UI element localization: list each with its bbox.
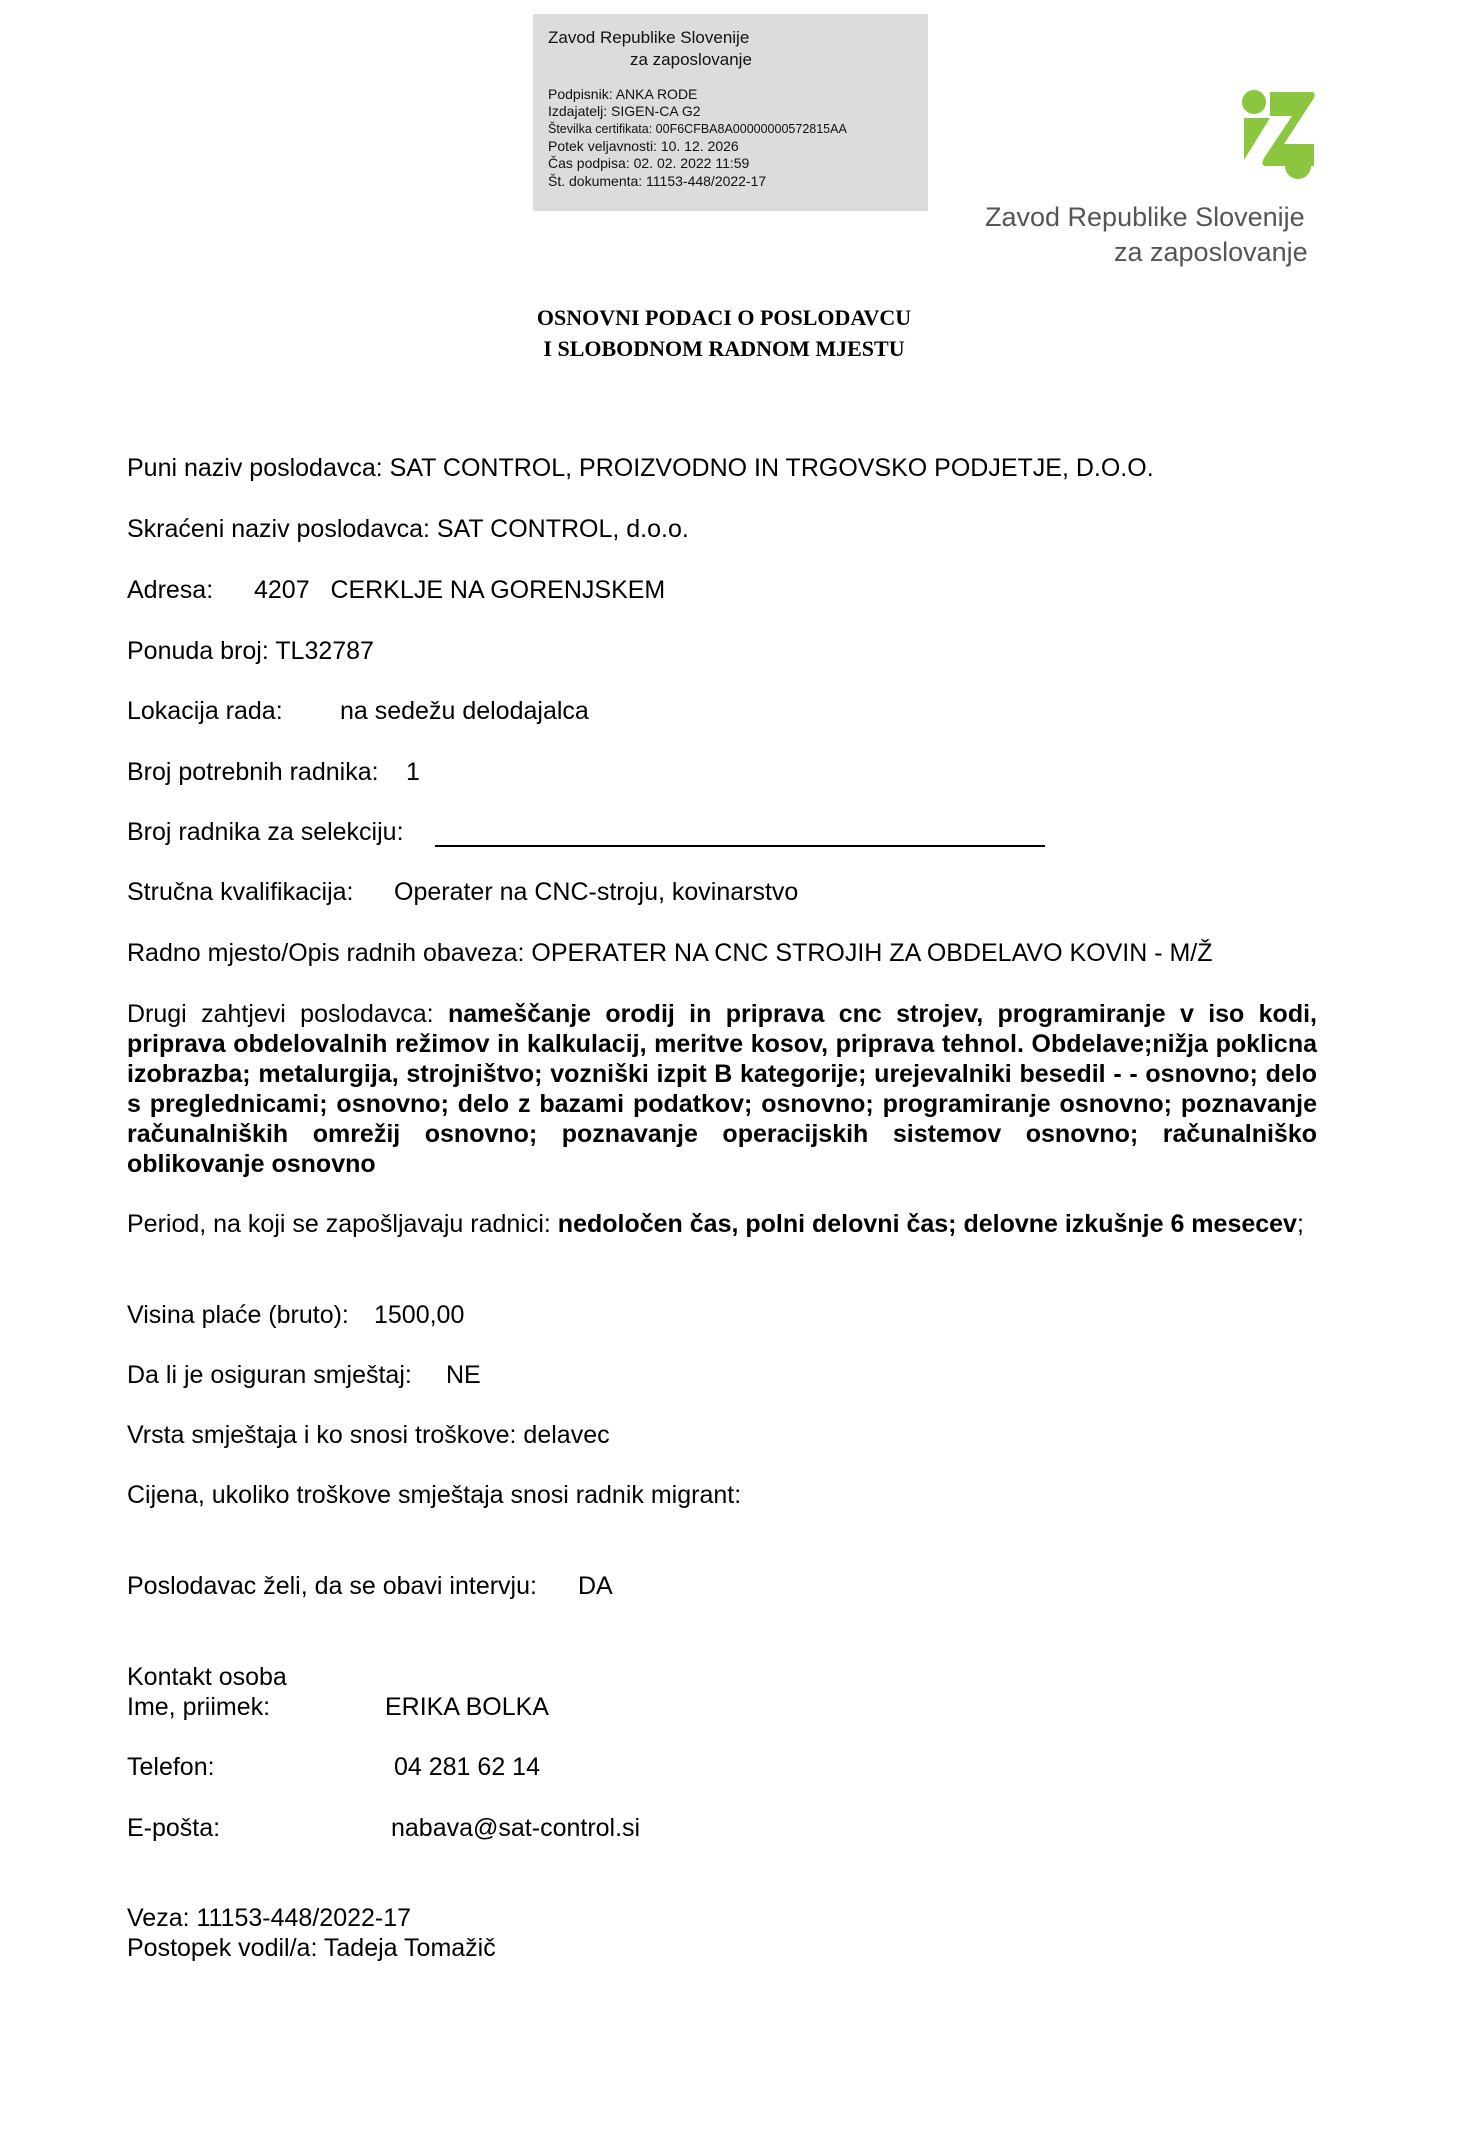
salary-value: 1500,00 [374,1301,465,1329]
signature-org-line2: za zaposlovanje [630,50,752,69]
handled-by: Postopek vodil/a: Tadeja Tomažič [127,1934,496,1962]
interview-value: DA [578,1572,613,1600]
work-location-value: na sedežu delodajalca [340,697,589,725]
workers-needed-value: 1 [406,758,420,786]
accommodation-price: Cijena, ukoliko troškove smještaja snosi radnik migrant: [127,1481,742,1509]
accommodation-type: Vrsta smještaja i ko snosi troškove: delavec [127,1421,610,1449]
employment-period-value: nedoločen čas, polni delovni čas; delovne izkušnje 6 mesecev [557,1210,1297,1238]
other-requirements-value: nameščanje orodij in priprava cnc strojev, programiranje v iso kodi, priprava obdelovalnih režimov in kalkulacij, meritve kosov, priprava tehnol. Obdelave;nižja poklicna izobrazba; metalurgija, strojništvo; vozniški izpit B kategorije; urejevalniki besedil - - osnovno; delo s preglednicami; osnovno; delo z bazami podatkov; osnovno; programiranje osnovno; poznavanje računalniških omrežij osnovno; poznavanje operacijskih sistemov osnovno; računalniško oblikovanje osnovno [127,1000,1317,1178]
work-location-label: Lokacija rada: [127,697,283,725]
contact-name-label: Ime, priimek: [127,1693,271,1721]
signature-org-line1: Zavod Republike Slovenije [548,28,750,47]
workers-needed-label: Broj potrebnih radnika: [127,758,379,786]
signature-cert-number: Številka certifikata: 00F6CFBA8A00000000572815AA [548,122,847,136]
employment-period-label: Period, na koji se zapošljavaju radnici: [127,1210,558,1238]
other-requirements-label: Drugi zahtjevi poslodavca: [127,1000,448,1028]
zrss-logo-icon [1240,88,1318,180]
contact-email-label: E-pošta: [127,1814,221,1842]
qualification-label: Stručna kvalifikacija: [127,878,354,906]
other-requirements [127,999,1317,1179]
employment-period-suffix: ; [1296,1210,1304,1238]
interview-label: Poslodavac želi, da se obavi intervju: [127,1572,537,1600]
workers-selection-blank-line [435,845,1045,847]
logo-text-line1: Zavod Republike Slovenije [985,202,1305,232]
contact-phone-label: Telefon: [127,1753,215,1781]
signature-issuer: Izdajatelj: SIGEN-CA G2 [548,103,701,119]
job-description: Radno mjesto/Opis radnih obaveza: OPERATER NA CNC STROJIH ZA OBDELAVO KOVIN - M/Ž [127,939,1213,967]
workers-selection-label: Broj radnika za selekciju: [127,818,404,846]
contact-name-value: ERIKA BOLKA [385,1693,549,1721]
accommodation-value: NE [446,1361,481,1389]
document-title-line2: I SLOBODNOM RADNOM MJESTU [543,336,905,361]
offer-number: Ponuda broj: TL32787 [127,637,374,665]
contact-phone-value: 04 281 62 14 [394,1753,540,1781]
accommodation-label: Da li je osiguran smještaj: [127,1361,412,1389]
employment-period [127,1209,1317,1239]
address-value: 4207 CERKLJE NA GORENJSKEM [254,576,666,604]
signature-doc-number: Št. dokumenta: 11153-448/2022-17 [548,173,767,189]
employer-short-name: Skraćeni naziv poslodavca: SAT CONTROL, d.o.o. [127,515,689,543]
signature-signer: Podpisnik: ANKA RODE [548,86,698,102]
signature-expiry: Potek veljavnosti: 10. 12. 2026 [548,138,739,154]
employer-full-name: Puni naziv poslodavca: SAT CONTROL, PROIZVODNO IN TRGOVSKO PODJETJE, D.O.O. [127,454,1154,482]
document-title-line1: OSNOVNI PODACI O POSLODAVCU [536,305,912,330]
signature-time: Čas podpisa: 02. 02. 2022 11:59 [548,155,750,171]
signature-box [533,14,928,211]
salary-label: Visina plaće (bruto): [127,1301,349,1329]
logo-text-line2: za zaposlovanje [1114,237,1308,267]
reference-number: Veza: 11153-448/2022-17 [127,1904,412,1932]
contact-email-value: nabava@sat-control.si [391,1814,641,1842]
address-label: Adresa: [127,576,214,604]
qualification-value: Operater na CNC-stroju, kovinarstvo [394,878,799,906]
contact-heading: Kontakt osoba [127,1663,287,1691]
